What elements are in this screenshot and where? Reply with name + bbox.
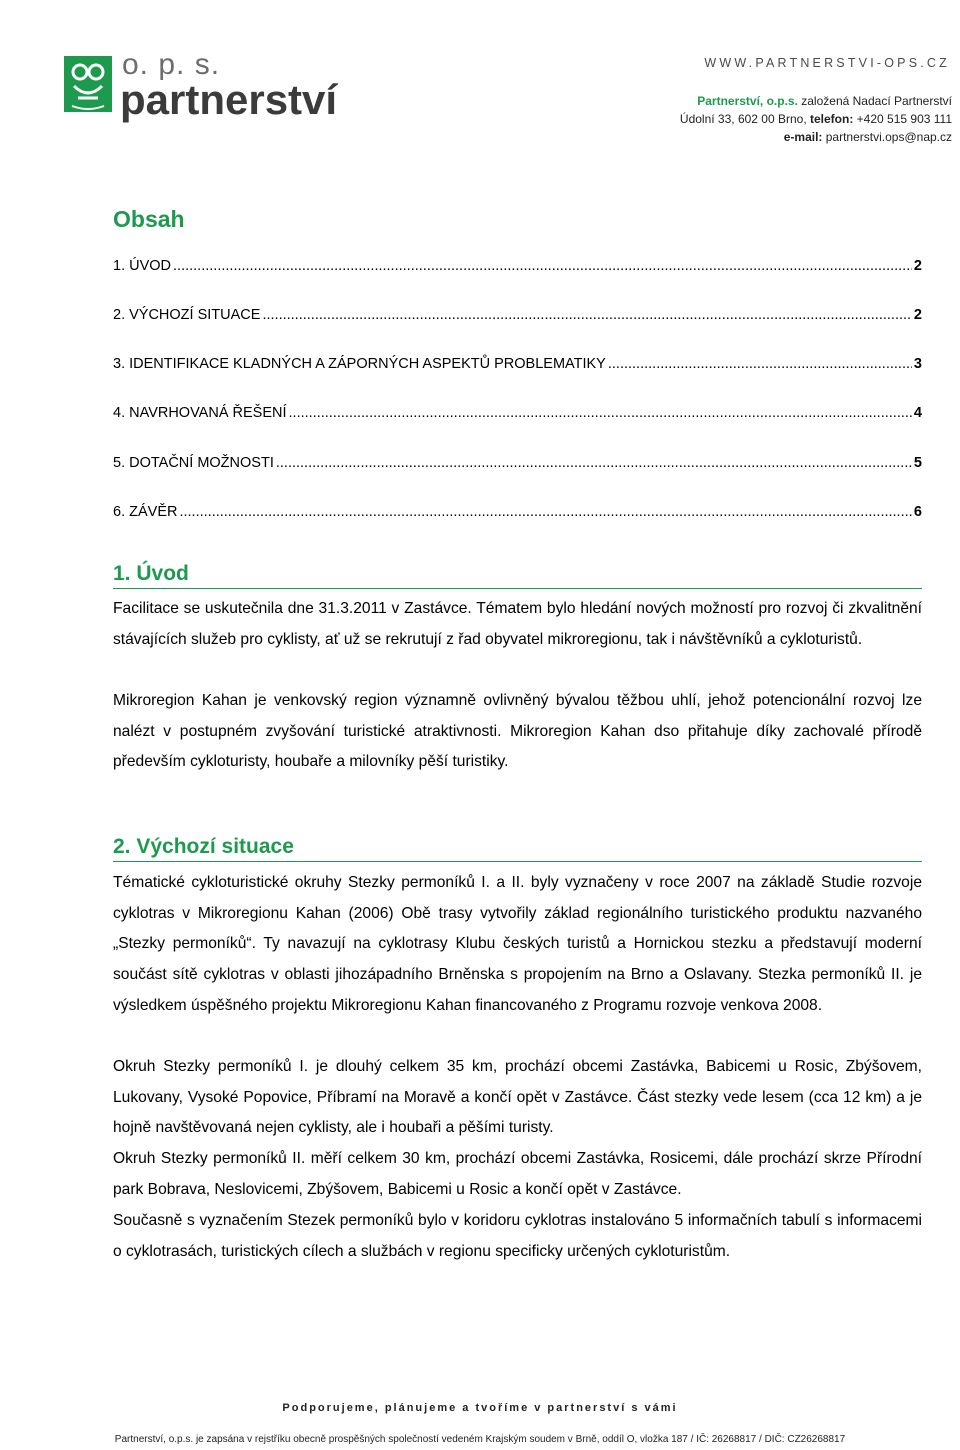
contact-phone: +420 515 903 111	[853, 112, 952, 126]
contact-email[interactable]: partnerstvi.ops@nap.cz	[822, 130, 952, 144]
toc-item-page: 2	[913, 307, 922, 323]
contact-line-address	[680, 110, 952, 128]
toc-item[interactable]	[113, 306, 922, 324]
toc-item-label: 3. IDENTIFIKACE KLADNÝCH A ZÁPORNÝCH ASPEKTŮ PROBLEMATIKY	[113, 356, 606, 372]
contact-line-org	[680, 92, 952, 110]
toc-leader-dots	[179, 503, 911, 521]
toc-item-page: 5	[913, 455, 922, 471]
contact-line-email	[680, 128, 952, 146]
toc-item[interactable]	[113, 355, 922, 373]
toc-item[interactable]	[113, 404, 922, 422]
toc-leader-dots	[289, 404, 912, 422]
contact-block	[680, 92, 952, 146]
section2-paragraph-3: Okruh Stezky permoníků II. měří celkem 30 km, prochází obcemi Zastávka, Rosicemi, dále prochází skrze Přírodní park Bobrava, Neslovicemi, Zbýšovem, Babicemi u Rosic a končí opět v Zastávce.	[113, 1150, 922, 1198]
toc-title: Obsah	[113, 206, 185, 232]
section2-paragraph-2: Okruh Stezky permoníků I. je dlouhý celkem 35 km, prochází obcemi Zastávka, Babicemi u Rosic, Zbýšovem, Lukovany, Vysoké Popovice, Příbramí na Moravě a končí opět v Zastávce. Část stezky vede lesem (cca 12 km) a je hojně navštěvovaná nejen cyklisty, ale i houbaři a pěšími turisty.	[113, 1058, 922, 1137]
toc-item[interactable]	[113, 257, 922, 275]
contact-founded: založená Nadací Partnerství	[797, 94, 952, 108]
contact-email-label: e-mail:	[783, 130, 823, 144]
section1-paragraph-1	[113, 594, 922, 655]
toc-item-label: 1. ÚVOD	[113, 258, 172, 274]
section1-paragraph-1-body: Tématem bylo hledání nových možností pro rozvoj či zkvalitnění stávajících služeb pro cyklisty, ať už se rekrutují z řad obyvatel mikroregionu, tak i návštěvníků a cykloturistů.	[113, 600, 922, 648]
section-heading-uvod: 1. Úvod	[113, 562, 922, 589]
section1-paragraph-1-lead: Facilitace se uskutečnila dne 31.3.2011 v Zastávce.	[113, 600, 472, 617]
toc-item[interactable]	[113, 454, 922, 472]
section1-paragraph-2: Mikroregion Kahan je venkovský region významně ovlivněný bývalou těžbou uhlí, jehož potencionální rozvoj lze nalézt v postupném zvyšování turistické atraktivnosti. Mikroregion Kahan dso přitahuje díky zachovalé přírodě především cykloturisty, houbaře a milovníky pěší turistiky.	[113, 692, 922, 771]
logo-ops-text: o. p. s.	[122, 48, 221, 81]
contact-phone-label: telefon:	[810, 112, 854, 126]
toc-item-page: 2	[913, 258, 922, 274]
contact-address: Údolní 33, 602 00 Brno,	[679, 112, 810, 126]
toc-item-label: 2. VÝCHOZÍ SITUACE	[113, 307, 261, 323]
website-link[interactable]: WWW.PARTNERSTVI-OPS.CZ	[704, 56, 950, 70]
toc-leader-dots	[173, 257, 912, 275]
section2-paragraph-4: Současně s vyznačením Stezek permoníků bylo v koridoru cyklotras instalováno 5 informačních tabulí s informacemi o cyklotrasách, turistických cílech a službách v regionu specificky určených cykloturistům.	[113, 1212, 922, 1260]
footer-legal-text: Partnerství, o.p.s. je zapsána v rejstříku obecně prospěšných společností vedeném Krajským soudem v Brně, oddíl O, vložka 187 / IČ: 26268817 / DIČ: CZ26268817	[114, 1434, 846, 1445]
toc-leader-dots	[276, 454, 912, 472]
toc-item-label: 4. NAVRHOVANÁ ŘEŠENÍ	[113, 405, 287, 421]
toc-item-label: 5. DOTAČNÍ MOŽNOSTI	[113, 455, 274, 471]
logo-emblem-icon	[64, 56, 112, 112]
section2-paragraph-1: Tématické cykloturistické okruhy Stezky permoníků I. a II. byly vyznačeny v roce 2007 na základě Studie rozvoje cyklotras v Mikroregionu Kahan (2006) Obě trasy vytvořily základ regionálního turistického produktu nazvaného „Stezky permoníků“. Ty navazují na cyklotrasy Klubu českých turistů a Hornickou stezku a představují moderní součást sítě cyklotras v oblasti jihozápadního Brněnska s propojením na Brno a Oslavany. Stezka permoníků II. je výsledkem úspěšného projektu Mikroregionu Kahan financovaného z Programu rozvoje venkova 2008.	[113, 874, 922, 1014]
toc-item-label: 6. ZÁVĚR	[113, 504, 178, 520]
section-heading-vychozi-situace: 2. Výchozí situace	[113, 835, 922, 862]
toc-item-page: 6	[913, 504, 922, 520]
toc-item[interactable]	[113, 503, 922, 521]
contact-org: Partnerství, o.p.s.	[697, 94, 798, 108]
toc-item-page: 3	[913, 356, 922, 372]
footer-slogan: Podporujeme, plánujeme a tvoříme v partnerství s vámi	[282, 1402, 678, 1414]
company-logo	[64, 48, 344, 123]
toc-leader-dots	[262, 306, 911, 324]
toc-item-page: 4	[913, 405, 922, 421]
logo-name-text: partnerství	[120, 76, 338, 123]
toc-leader-dots	[608, 355, 912, 373]
